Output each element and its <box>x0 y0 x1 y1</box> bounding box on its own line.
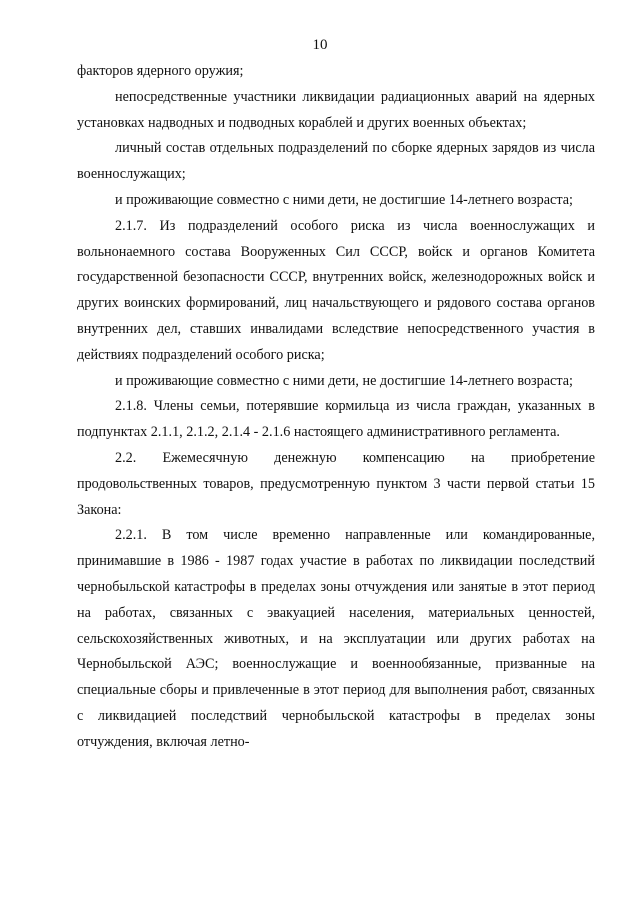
paragraph: и проживающие совместно с ними дети, не достигшие 14-летнего возраста; <box>115 191 573 208</box>
page-number: 10 <box>312 37 328 53</box>
paragraph: 2.1.7. Из подразделений особого риска из числа военнослужащих и вольнонаемного состава Вооруженных Сил СССР, войск и органов Комитета государственной безопасности СССР, внутренних войск, железнодорожных войск и других воинских формирований, лиц начальствующего и рядового состава органов внутренних дел, ставших инвалидами вследствие непосредственного участия в действиях подразделений особого риска; <box>77 217 595 363</box>
paragraph: и проживающие совместно с ними дети, не достигшие 14-летнего возраста; <box>115 372 573 389</box>
paragraph: 2.1.8. Члены семьи, потерявшие кормильца из числа граждан, указанных в подпунктах 2.1.1, 2.1.2, 2.1.4 - 2.1.6 настоящего административного регламента. <box>77 398 595 441</box>
paragraph: личный состав отдельных подразделений по сборке ядерных зарядов из числа военнослужащих; <box>77 140 595 183</box>
paragraph: факторов ядерного оружия; <box>77 63 244 79</box>
document-body <box>77 59 595 756</box>
paragraph: 2.2.1. В том числе временно направленные или командированные, принимавшие в 1986 - 1987 годах участие в работах по ликвидации последствий чернобыльской катастрофы в пределах зоны отчуждения или занятые в этот период на работах, связанных с эвакуацией населения, материальных ценностей, сельскохозяйственных животных, и на эксплуатации или других работах на Чернобыльской АЭС; военнослужащие и военнообязанные, призванные на специальные сборы и привлеченные в этот период для выполнения работ, связанных с ликвидацией последствий чернобыльской катастрофы в пределах зоны отчуждения, включая летно- <box>77 527 595 750</box>
paragraph: 2.2. Ежемесячную денежную компенсацию на приобретение продовольственных товаров, предусмотренную пунктом 3 части первой статьи 15 Закона: <box>77 449 595 518</box>
paragraph: непосредственные участники ликвидации радиационных аварий на ядерных установках надводных и подводных кораблей и других военных объектах; <box>77 88 595 131</box>
